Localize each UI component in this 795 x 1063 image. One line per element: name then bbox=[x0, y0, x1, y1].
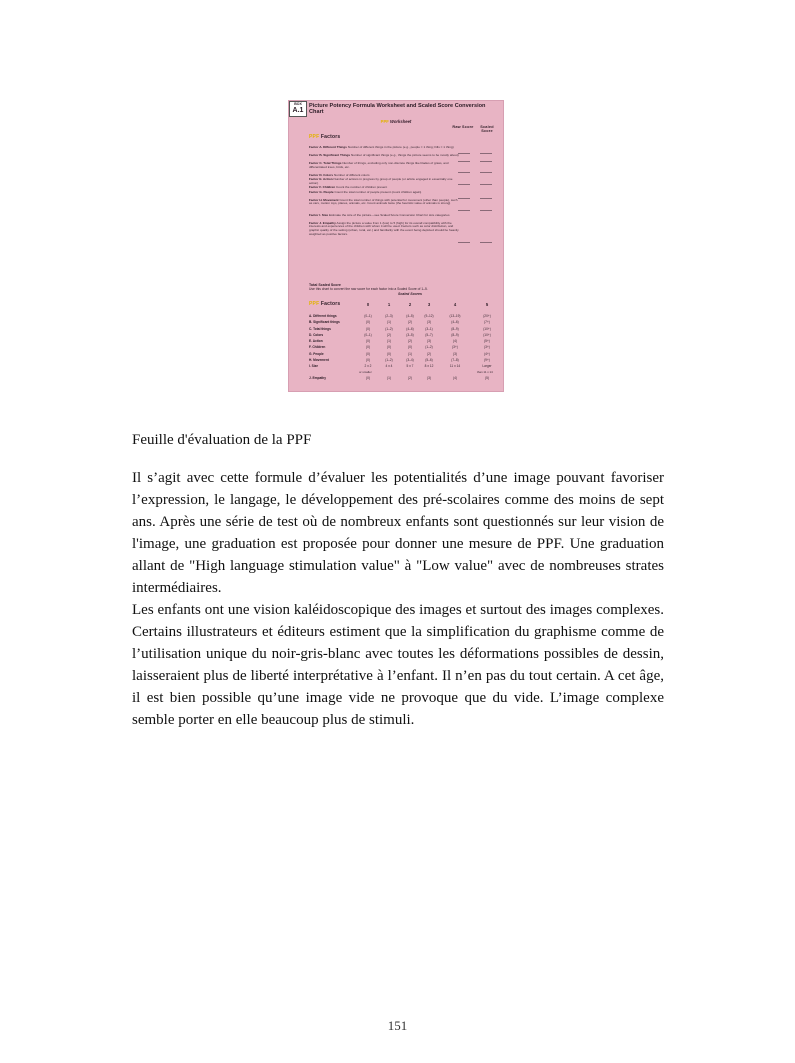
scaled-blank bbox=[480, 242, 492, 243]
subhead-worksheet: Worksheet bbox=[389, 119, 412, 124]
raw-blank bbox=[458, 184, 470, 185]
conversion-cell: (2) bbox=[427, 351, 431, 356]
conversion-cell: (9+) bbox=[484, 358, 490, 363]
conversion-cell: (4–6) bbox=[451, 320, 459, 325]
conversion-cell: (3) bbox=[427, 320, 431, 325]
conversion-cell: (3) bbox=[427, 375, 431, 380]
conversion-cell: (4) bbox=[453, 339, 457, 344]
conversion-cell: (2) bbox=[408, 339, 412, 344]
conversion-cell: (0) bbox=[387, 345, 391, 350]
factor-item: Factor C. Total Things Number of things, excluding only non-discrete things like blades of grass, and differentiated trees, birds, etc. bbox=[309, 162, 449, 169]
conversion-cell: (20+) bbox=[483, 314, 491, 318]
conversion-row-label: D. Colors bbox=[309, 332, 324, 337]
scale-col-0: 0 bbox=[366, 302, 370, 307]
conversion-cell: (7–8) bbox=[451, 358, 459, 363]
worksheet-subhead bbox=[288, 119, 504, 124]
size-subnote-left: or smaller bbox=[359, 369, 372, 374]
figure-caption: Feuille d'évaluation de la PPF bbox=[132, 432, 312, 448]
conversion-cell: (9–12) bbox=[424, 314, 434, 318]
conversion-cell: (1) bbox=[387, 320, 391, 325]
factor-item: Factor B. Significant Things Number of significant things (e.g., things the picture seems to be mostly about) bbox=[309, 154, 459, 157]
conversion-cell: (0) bbox=[408, 345, 412, 350]
conversion-cell: (2–3) bbox=[385, 314, 393, 318]
scaled-blank bbox=[480, 184, 492, 185]
scale-col-2: 2 bbox=[408, 302, 412, 307]
box-label bbox=[289, 101, 307, 117]
conversion-table bbox=[309, 313, 499, 381]
conversion-cell: Larger bbox=[482, 364, 492, 369]
factors-header bbox=[309, 134, 340, 140]
total-scaled-score bbox=[309, 283, 489, 291]
conversion-cell: (2) bbox=[408, 320, 412, 325]
conversion-row-label: C. Total things bbox=[309, 326, 331, 331]
conversion-cell: (4–5) bbox=[406, 314, 414, 318]
raw-blank bbox=[458, 153, 470, 154]
conversion-cell: (0) bbox=[366, 345, 370, 350]
raw-blank bbox=[458, 198, 470, 199]
conversion-cell: 5 x 7 bbox=[406, 364, 414, 369]
conversion-cell: (5+) bbox=[484, 339, 490, 344]
conversion-cell: (2) bbox=[387, 332, 391, 337]
ppf-worksheet-figure bbox=[288, 100, 504, 392]
factor-item: Factor I. Size Estimate the size of the picture—see Scaled Score Conversion Chart for size categories bbox=[309, 213, 450, 217]
conversion-cell: 4 x 4 bbox=[385, 364, 393, 369]
factor-list bbox=[309, 146, 459, 252]
scaled-blank bbox=[480, 153, 492, 154]
conversion-row-label: I. Size bbox=[309, 364, 319, 369]
conversion-cell: (3–1) bbox=[425, 326, 433, 331]
conversion-cell: (1) bbox=[387, 339, 391, 344]
conversion-row-label: J. Empathy bbox=[309, 375, 327, 380]
page-number: 151 bbox=[387, 1018, 408, 1033]
conversion-row-label: B. Significant things bbox=[309, 320, 340, 325]
raw-blank bbox=[458, 242, 470, 243]
factors-header-ppf: PPF bbox=[309, 134, 320, 140]
conversion-row-label: E. Action bbox=[309, 339, 323, 344]
scale-col-5: 5 bbox=[485, 302, 489, 307]
conversion-cell: (5) bbox=[485, 375, 489, 380]
conversion-cell: (4–6) bbox=[406, 326, 414, 331]
conversion-cell: (0) bbox=[366, 351, 370, 356]
conversion-cell: (1–2) bbox=[385, 326, 393, 331]
factor-item: Factor E. Action Number of actions in progress by group of people (or article engaged in essentially one action) bbox=[309, 178, 453, 185]
scale-col-1: 1 bbox=[387, 302, 391, 307]
conversion-cell: (5–7) bbox=[425, 332, 433, 337]
conversion-cell: (1) bbox=[408, 351, 412, 356]
conversion-cell: (3) bbox=[453, 351, 457, 356]
raw-score-header: Raw Score bbox=[452, 125, 474, 129]
conversion-cell: (13–19) bbox=[449, 314, 461, 318]
conversion-row-label: G. People bbox=[309, 351, 324, 356]
conversion-cell: (0) bbox=[366, 320, 370, 325]
factor-item: Factor G. People Count the total number of people present (count children again) bbox=[309, 190, 422, 194]
conversion-cell: (7+) bbox=[484, 320, 490, 325]
factor-item: Factor F. Children Count the number of children present bbox=[309, 186, 388, 189]
scale-col-3: 3 bbox=[427, 302, 431, 307]
conversion-header-ppf: PPF bbox=[309, 301, 320, 307]
factor-item: Factor H. Movement Count the total number of things with potential for movement (other than people), such as cars, motion toys, planes, animals, etc. Count animals twice (the heuristic value of animals is strong) bbox=[309, 198, 458, 206]
conversion-cell: (0) bbox=[366, 358, 370, 363]
conversion-cell: (3+) bbox=[484, 345, 490, 350]
conversion-cell: (2) bbox=[408, 375, 412, 380]
conversion-cell: (3–4) bbox=[406, 358, 414, 363]
scaled-scores-label: Scaled Scores bbox=[398, 292, 422, 296]
total-label: Total Scaled Score bbox=[309, 283, 341, 287]
conversion-cell: 8 x 12 bbox=[424, 364, 434, 369]
conversion-cell: (3) bbox=[427, 339, 431, 344]
conversion-row bbox=[309, 375, 499, 381]
conversion-cell: (0–1) bbox=[364, 332, 372, 337]
conversion-cell: (1–2) bbox=[425, 345, 433, 350]
conversion-cell: 11 x 14 bbox=[449, 364, 461, 369]
conversion-cell: (4+) bbox=[484, 351, 490, 356]
conversion-cell: (3–5) bbox=[406, 332, 414, 337]
subhead-ppf: PPF bbox=[380, 119, 389, 124]
conversion-cell: (3+) bbox=[452, 345, 458, 350]
conversion-cell: (10+) bbox=[483, 326, 491, 331]
factor-item: Factor J. Empathy Assign the picture a value from 1 (low) to 5 (high) for its overall compatibility with the interests and experiences of the children with whom it will be used. Factors such as color distribution, and graphic quality of the setting (urban, rural, etc.) and familiarity with the event being depicted should be heavily weighted as positive factors. bbox=[309, 221, 459, 236]
paragraph-2: Les enfants ont une vision kaléidoscopique des images et surtout des images complexes. Certains illustrateurs et éditeurs estiment que la simplification du graphisme comme de l’utilisation unique du noir-gris-blanc avec toutes les déformations possibles de dessin, laisseraient plus de liberté interprétative à l’enfant. Il n’en pas du tout certain. A cet âge, il est bien possible qu’une image vide ne provoque que du vide. L’image complexe semble porter en elle beaucoup plus de stimuli. bbox=[132, 602, 664, 728]
scaled-blank bbox=[480, 161, 492, 162]
scaled-blank bbox=[480, 210, 492, 211]
paragraph-1: Il s’agit avec cette formule d’évaluer les potentialités d’une image pouvant favoriser l’expression, le langage, le développement des pré-scolaires comme des moins de sept ans. Après une série de test où de nombreux enfants sont questionnés sur leur vision de l'image, une graduation est proposée pour donner une mesure de PPF. Une graduation allant de "High language stimulation value" à "Low value" avec de nombreuses strates intermédiaires. bbox=[132, 470, 664, 596]
conversion-cell: (0–1) bbox=[364, 314, 372, 318]
conversion-cell: (0) bbox=[366, 326, 370, 331]
scale-col-4: 4 bbox=[453, 302, 457, 307]
box-label-top: BOX bbox=[294, 102, 302, 106]
conversion-cell: (1) bbox=[387, 375, 391, 380]
conversion-row-label: A. Different things bbox=[309, 314, 337, 318]
conversion-row-label: H. Movement bbox=[309, 358, 329, 363]
size-subnote-right: than 11 x 14 bbox=[477, 369, 493, 374]
conversion-row-label: F. Children bbox=[309, 345, 326, 350]
conversion-cell: 2 x 2 bbox=[364, 364, 372, 369]
conversion-cell: (0) bbox=[387, 351, 391, 356]
scaled-blank bbox=[480, 198, 492, 199]
scaled-blank bbox=[480, 172, 492, 173]
box-label-number: A.1 bbox=[292, 106, 304, 114]
factor-item: Factor D. Colors Number of different colors bbox=[309, 173, 370, 177]
conversion-cell: (5–6) bbox=[425, 358, 433, 363]
conversion-header-label: Factors bbox=[320, 301, 341, 307]
conversion-cell: (0) bbox=[366, 339, 370, 344]
conversion-cell: (8–9) bbox=[451, 332, 459, 337]
conversion-header bbox=[309, 301, 340, 307]
conversion-cell: (10+) bbox=[483, 332, 491, 337]
factors-header-label: Factors bbox=[320, 134, 341, 140]
figure-title: Picture Potency Formula Worksheet and Scaled Score Conversion Chart bbox=[309, 103, 486, 116]
raw-blank bbox=[458, 210, 470, 211]
conversion-cell: (8–9) bbox=[451, 326, 459, 331]
factor-item: Factor A. Different Things Number of different things in the picture (e.g., people = 1 thing; hills = 1 thing) bbox=[309, 146, 454, 149]
total-desc: Use this chart to convert the raw score for each factor into a Scaled Score of 1–5. bbox=[309, 287, 428, 291]
scaled-score-header: Scaled Score bbox=[480, 125, 494, 134]
raw-blank bbox=[458, 161, 470, 162]
conversion-cell: (1–2) bbox=[385, 358, 393, 363]
conversion-cell: (0) bbox=[366, 375, 370, 380]
raw-blank bbox=[458, 172, 470, 173]
conversion-cell: (4) bbox=[453, 375, 457, 380]
